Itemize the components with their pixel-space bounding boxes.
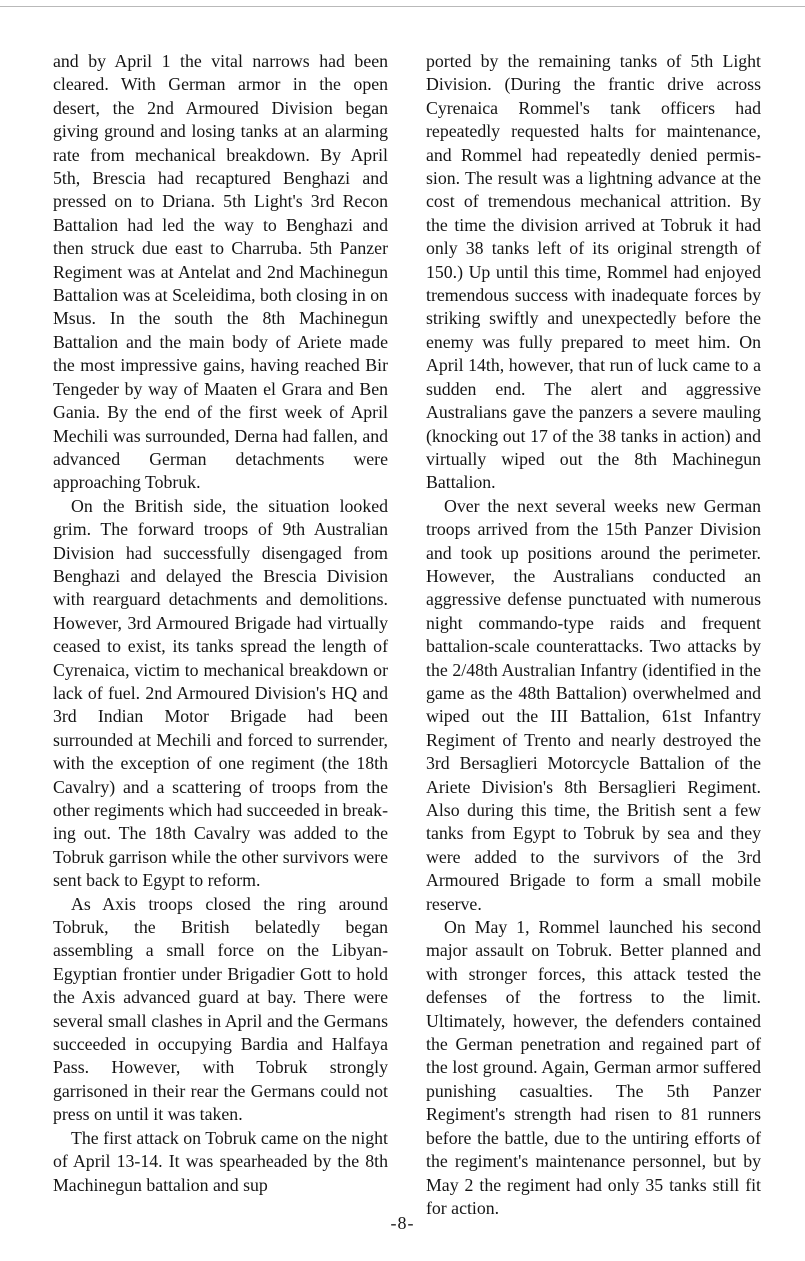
page-number: -8- — [390, 1213, 415, 1233]
paragraph: The first attack on Tobruk came on the night of April 13-14. It was spearheaded by the 8th Machinegun battalion and sup — [53, 1127, 388, 1195]
paragraph: ported by the remaining tanks of 5th Light Division. (During the frantic drive across Cyrenaica Rommel's tank officers had repeatedly requested halts for maintenance, and Rommel had repeatedly denied permission. The result was a lightning advance at the cost of tremendous mechanical attrition. By the time the division arrived at Tobruk it had only 38 tanks left of its original strength of 150.) Up until this time, Rommel had enjoyed tremendous success with inadequate forces by striking swiftly and unexpectedly before the enemy was fully prepared to meet him. On April 14th, however, that run of luck came to a sudden end. The alert and aggressive Australians gave the panzers a severe mauling (knocking out 17 of the 38 tanks in action) and virtually wiped out the 8th Machinegun Battalion. — [426, 51, 761, 493]
paragraph: On the British side, the situation looked grim. The forward troops of 9th Australian Division had successfully disengaged from Benghazi and delayed the Brescia Division with rearguard detachments and demolitions. However, 3rd Armoured Brigade had virtually ceased to exist, its tanks spread the length of Cyrenaica, victim to mechanical breakdown or lack of fuel. 2nd Armoured Division's HQ and 3rd Indian Motor Brigade had been surrounded at Mechili and forced to surrender, with the exception of one regiment (the 18th Cavalry) and a scattering of troops from the other regiments which had succeeded in breaking out. The 18th Cavalry was added to the Tobruk garrison while the other survivors were sent back to Egypt to reform. — [53, 495, 388, 891]
paragraph: Over the next several weeks new German troops arrived from the 15th Panzer Division and took up positions around the perimeter. However, the Australians conducted an aggressive defense punctuated with numerous night commando-type raids and frequent battalion-scale counterattacks. Two attacks by the 2/48th Australian Infantry (identified in the game as the 48th Battalion) overwhelmed and wiped out the III Battalion, 61st Infantry Regiment of Trento and nearly destroyed the 3rd Bersaglieri Motorcycle Battalion of the Ariete Division's 8th Bersaglieri Regiment. Also during this time, the British sent a few tanks from Egypt to Tobruk by sea and they were added to the survivors of the 3rd Armoured Brigade to form a small mobile reserve. — [426, 495, 761, 914]
paragraph: As Axis troops closed the ring around Tobruk, the British belatedly began assembling a small force on the Libyan-Egyptian frontier under Brigadier Gott to hold the Axis advanced guard at bay. There were several small clashes in April and the Germans succeeded in occupying Bardia and Halfaya Pass. However, with Tobruk strongly garrisoned in their rear the Germans could not press on until it was taken. — [53, 893, 388, 1125]
top-rule — [0, 6, 805, 7]
right-column — [426, 50, 761, 1220]
paragraph: On May 1, Rommel launched his second major assault on Tobruk. Better planned and with stronger forces, this attack tested the defenses of the fortress to the limit. Ultimately, however, the defenders contained the German penetration and regained part of the lost ground. Again, German armor suffered punishing casualties. The 5th Panzer Regiment's strength had risen to 81 runners before the battle, due to the untiring efforts of the regiment's maintenance personnel, but by May 2 the regiment had only 35 tanks still fit for action. — [426, 917, 761, 1218]
left-column — [53, 50, 388, 1197]
paragraph: and by April 1 the vital narrows had been cleared. With German armor in the open desert, the 2nd Armoured Division began giving ground and losing tanks at an alarming rate from mechanical breakdown. By April 5th, Brescia had recaptured Benghazi and pressed on to Driana. 5th Light's 3rd Recon Battalion had led the way to Benghazi and then struck due east to Charruba. 5th Panzer Regiment was at Antelat and 2nd Machinegun Battalion was at Sceleidima, both closing in on Msus. In the south the 8th Machinegun Battalion and the main body of Ariete made the most impressive gains, having reached Bir Tengeder by way of Maaten el Grara and Ben Gania. By the end of the first week of April Mechili was surrounded, Derna had fallen, and advanced German detachments were approaching Tobruk. — [53, 51, 388, 493]
